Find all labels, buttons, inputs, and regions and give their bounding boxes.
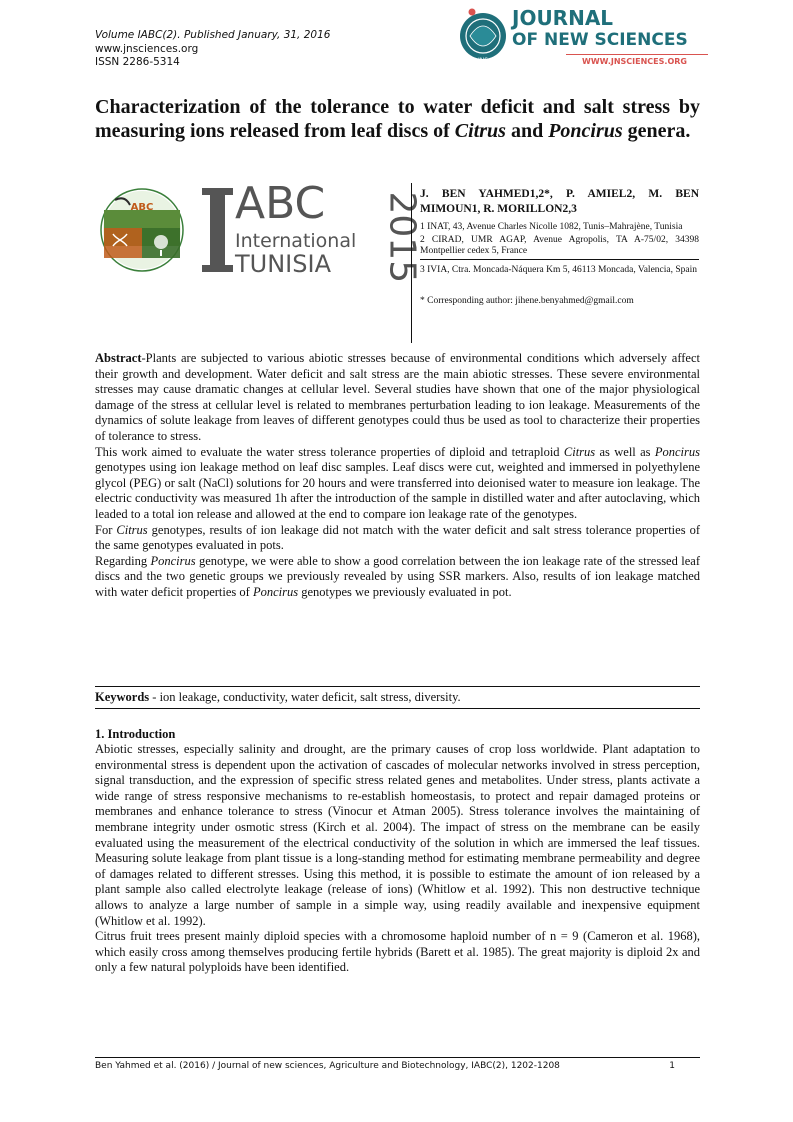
affiliation-1: 1 INAT, 43, Avenue Charles Nicolle 1082, Tunis–Mahrajène, Tunisia <box>420 222 683 232</box>
journal-emblem-text: JNS <box>477 57 489 64</box>
abstract-text-4a: Regarding <box>95 553 151 568</box>
affiliation-divider <box>420 259 699 260</box>
abstract-genus-2: Poncirus <box>654 444 700 459</box>
abstract-text-3b: genotypes, results of ion leakage did not match with the water deficit and salt stress tolerance properties of the same genotypes evaluated in pots. <box>95 522 700 553</box>
keywords-label: Keywords <box>95 690 150 704</box>
issn: ISSN 2286-5314 <box>95 56 180 68</box>
abstract-genus-4: Poncirus <box>150 553 196 568</box>
corresponding-author: * Corresponding author: jihene.benyahmed@gmail.com <box>420 296 634 306</box>
keywords-text: - ion leakage, conductivity, water deficit, salt stress, diversity. <box>149 690 461 704</box>
journal-metadata <box>95 29 330 70</box>
abstract-text-2b: as well as <box>595 444 655 459</box>
author-list: J. BEN YAHMED1,2*, P. AMIEL2, M. BEN MIMOUN1, R. MORILLON2,3 <box>420 188 699 215</box>
title-text-2: and <box>505 120 549 142</box>
title-text-1: Characterization of the tolerance to water deficit and salt stress by measuring ions released from leaf discs of <box>95 96 700 142</box>
journal-name-line2: OF NEW SCIENCES <box>512 30 688 50</box>
abstract-genus-5: Poncirus <box>252 584 299 599</box>
abstract-text-3a: For <box>95 522 117 537</box>
abstract-label: Abstract <box>95 351 142 365</box>
footer-divider <box>95 1057 700 1058</box>
title-genus-citrus: Citrus <box>454 120 506 142</box>
introduction-paragraph-2: Citrus fruit trees present mainly diploid species with a chromosome haploid number of n = 9 (Cameron et al. 1968), which easily cross among themselves producing fertile hybrids (Barett et al. 1985). The great majority is diploid 2x and only a few natural polyploids have been identified. <box>95 929 700 975</box>
abstract-text-2a: This work aimed to evaluate the water stress tolerance properties of diploid and tetraploid <box>95 444 564 459</box>
footer <box>95 1061 700 1071</box>
journal-logo-underline <box>566 54 708 55</box>
abstract-text-4b: genotype, we were able to show a good correlation between the ion leakage rate of the stressed leaf discs and the two genetic groups we previously revealed by using SSR markers. Also, results of ion leakage matched with water deficit properties of <box>95 553 700 599</box>
introduction-heading: 1. Introduction <box>95 727 176 741</box>
footer-citation: Ben Yahmed et al. (2016) / Journal of new sciences, Agriculture and Biotechnology, IABC(2), 1202-1208 <box>95 1061 560 1071</box>
abstract-paragraph-1 <box>95 351 700 445</box>
introduction-paragraph-1: Abiotic stresses, especially salinity and drought, are the primary causes of crop loss worldwide. Plant adaptation to environmental stress is dependent upon the activation of cascades of molecular networks involved in stress perception, signal transduction, and the expression of specific stress related genes and metabolites. Under stress, plants activate a wide range of stress responsive mechanisms to re-establish homeostasis, to protect and repair damaged proteins or membranes and enhance tolerance to stress (Vinocur et Atman 2005). Stress tolerance involves the maintaining of membrane integrity under osmotic stress (Kirch et al. 2004). The impact of stress on the membrane can be easily evaluated using the measurement of the electrical conductivity of the solution in which are immersed the leaf tissues. Measuring solute leakage from plant tissue is a long-standing method for estimating membrane permeability and degree of damages related to different stresses. Using this method, it is possible to estimate the amount of ion released by a plant sample also called electrolyte leakage (release of ions) (Whitlow et al. 1992). This non destructive technique allows to analyze a large number of sample in a simple way, using readily available and inexpensive equipment (Whitlow et al. 1992). <box>95 742 700 928</box>
abstract-text-4c: genotypes we previously evaluated in pot. <box>298 584 512 599</box>
title-genus-poncirus: Poncirus <box>548 120 623 142</box>
introduction <box>95 742 700 976</box>
abstract-paragraph-2 <box>95 445 700 523</box>
emblem-abc-text: ABC <box>130 202 154 213</box>
abstract-paragraph-4 <box>95 554 700 601</box>
title-text-3: genera. <box>622 120 691 142</box>
abstract <box>95 351 700 601</box>
abstract-paragraph-3 <box>95 523 700 554</box>
abstract-text-1: -Plants are subjected to various abiotic stresses because of environmental conditions which adversely affect their growth and development. Water deficit and salt stress are the main abiotic stresses. These severe environmental stresses may cause dramatic changes at cellular level. Several studies have shown that one of the major physiological damage of the stress at cellular level is related to membranes perturbation leading to ion leakage. Measurements of the dynamics of solute leakage from leaves of different genotypes could thus be used as tool to characterize their properties of tolerance to stress. <box>95 351 700 443</box>
affiliation-2: 2 CIRAD, UMR AGAP, Avenue Agropolis, TA A-75/02, 34398 Montpellier cedex 5, France <box>420 235 699 256</box>
journal-logo-url[interactable]: WWW.JNSCIENCES.ORG <box>582 57 687 66</box>
keywords <box>95 686 700 709</box>
abstract-genus-3: Citrus <box>116 522 148 537</box>
conference-logo <box>95 178 423 284</box>
badge-tunisia-text: TUNISIA <box>235 250 331 278</box>
author-block <box>411 183 699 343</box>
website-link[interactable]: www.jnsciences.org <box>95 42 199 55</box>
paper-title <box>95 95 700 143</box>
journal-name-line1: JOURNAL <box>512 6 614 30</box>
badge-year-text: 2015 <box>381 191 423 284</box>
badge-international-text: International <box>235 230 357 252</box>
abstract-text-2c: genotypes using ion leakage method on leaf disc samples. Leaf discs were cut, weighted and immersed in polyethylene glycol (PEG) or salt (NaCl) solutions for 20 hours and were transferred into deionised water to measure ion leakage. The electric conductivity was measured 1h after the introduction of the sample in distilled water and after autoclaving, which leaded to a total ion release and allowed at the end to compare ion leakage rate of the genotypes. <box>95 460 700 521</box>
badge-abc-text: ABC <box>235 178 326 229</box>
page-number: 1 <box>669 1061 675 1071</box>
volume-line: Volume IABC(2). Published January, 31, 2016 <box>95 29 331 41</box>
affiliation-3: 3 IVIA, Ctra. Moncada-Náquera Km 5, 46113 Moncada, Valencia, Spain <box>420 265 698 275</box>
abstract-genus-1: Citrus <box>563 444 596 459</box>
journal-logo <box>458 4 708 76</box>
